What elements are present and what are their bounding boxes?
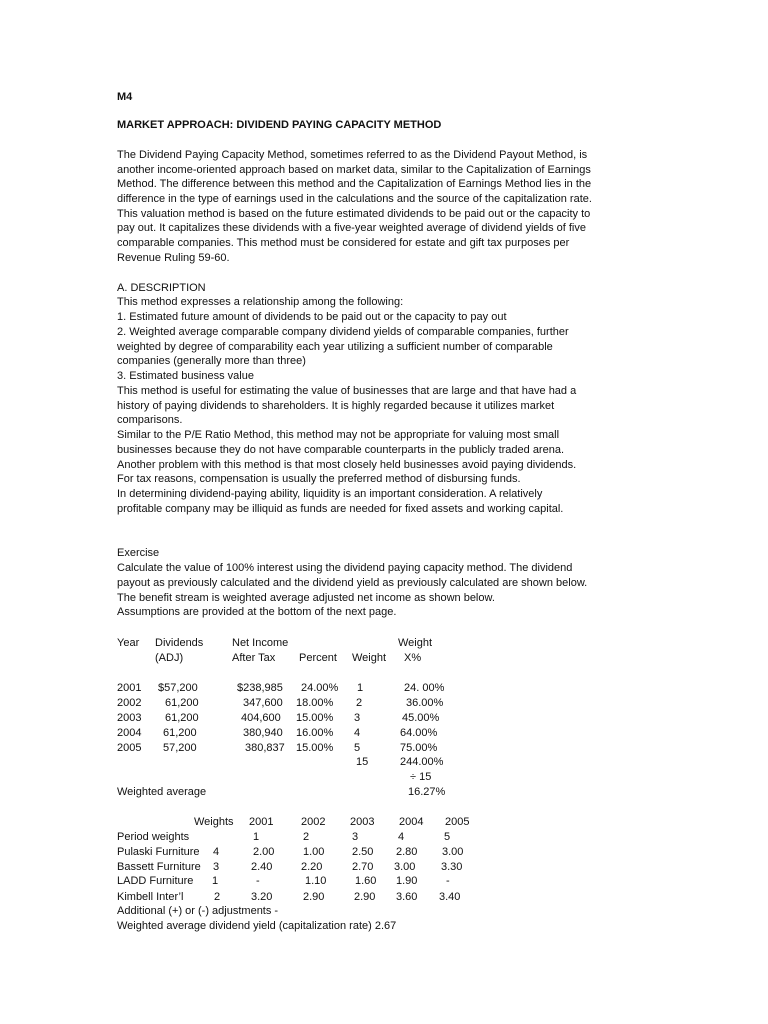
text-line: This method is useful for estimating the value of businesses that are large and that have had a [117, 385, 577, 397]
column-header: Year [117, 637, 140, 649]
weight-cell: 3 [354, 712, 361, 724]
table-cell: 2.00 [253, 846, 275, 858]
text-line: The benefit stream is weighted average adjusted net income as shown below. [117, 592, 495, 604]
table-cell: 2.90 [354, 891, 376, 903]
table-cell: 3.40 [439, 891, 461, 903]
weighted-cell: 75.00% [400, 742, 438, 754]
text-line: payout as previously calculated and the dividend yield as previously calculated are shown below. [117, 577, 588, 589]
weighted-cell: 64.00% [400, 727, 438, 739]
column-header: Net Income [232, 637, 289, 649]
document-title: MARKET APPROACH: DIVIDEND PAYING CAPACITY METHOD [117, 119, 442, 131]
weighted-cell: 24. 00% [404, 682, 445, 694]
column-header: Dividends [155, 637, 204, 649]
percent-cell: 16.00% [296, 727, 334, 739]
company-weight: 1 [212, 875, 219, 887]
company-name: LADD Furniture [117, 875, 194, 887]
company-name: Kimbell Inter’l [117, 891, 184, 903]
column-header: 2003 [350, 816, 375, 828]
text-line: Assumptions are provided at the bottom of the next page. [117, 606, 397, 618]
table-cell: - [446, 875, 450, 887]
column-header: Percent [299, 652, 337, 664]
weight-total: 15 [356, 756, 369, 768]
table-cell: 2.80 [396, 846, 418, 858]
table-cell: 3.00 [394, 861, 416, 873]
year-cell: 2001 [117, 682, 142, 694]
column-header: Weight [398, 637, 433, 649]
dividends-cell: $57,200 [158, 682, 198, 694]
weighted-cell: 36.00% [406, 697, 444, 709]
text-line: businesses because they do not have comparable counterparts in the publicly traded arena. [117, 444, 565, 456]
column-header: Weight [352, 652, 387, 664]
text-line: Calculate the value of 100% interest using the dividend paying capacity method. The dividend [117, 562, 573, 574]
weighted-average-value: 16.27% [408, 786, 446, 798]
table-cell: 2.20 [301, 861, 323, 873]
company-name: Bassett Furniture [117, 861, 201, 873]
weight-cell: 4 [354, 727, 361, 739]
year-cell: 2002 [117, 697, 142, 709]
percent-cell: 15.00% [296, 742, 334, 754]
company-weight: 2 [214, 891, 221, 903]
weighted-total: 244.00% [400, 756, 444, 768]
table-cell: 2.50 [352, 846, 374, 858]
company-weight: 3 [213, 861, 220, 873]
text-line: The Dividend Paying Capacity Method, sometimes referred to as the Dividend Payout Method, is [117, 149, 588, 161]
text-line: pay out. It capitalizes these dividends with a five-year weighted average of dividend yields of five [117, 222, 586, 234]
text-line: 1. Estimated future amount of dividends to be paid out or the capacity to pay out [117, 311, 507, 323]
table-cell: 1.60 [355, 875, 377, 887]
year-cell: 2004 [117, 727, 142, 739]
text-line: This method expresses a relationship among the following: [117, 296, 404, 308]
text-line: comparable companies. This method must be considered for estate and gift tax purposes per [117, 237, 570, 249]
table-cell: 1 [253, 831, 260, 843]
table-cell: 1.10 [305, 875, 327, 887]
table-cell: 1.90 [396, 875, 418, 887]
weight-cell: 5 [354, 742, 361, 754]
net-income-cell: 404,600 [241, 712, 281, 724]
text-line: This valuation method is based on the future estimated dividends to be paid out or the capacity to [117, 208, 591, 220]
capitalization-rate-line: Weighted average dividend yield (capitalization rate) 2.67 [117, 920, 397, 932]
text-line: difference in the type of earnings used in the calculations and the source of the capitalization rate. [117, 193, 592, 205]
table-cell: 2.70 [352, 861, 374, 873]
year-cell: 2005 [117, 742, 142, 754]
dividends-cell: 61,200 [165, 712, 199, 724]
dividends-cell: 61,200 [165, 697, 199, 709]
section-heading: A. DESCRIPTION [117, 282, 206, 294]
column-header: (ADJ) [155, 652, 184, 664]
divide-by-weights: ÷ 15 [410, 771, 432, 783]
text-line: 2. Weighted average comparable company dividend yields of comparable companies, further [117, 326, 569, 338]
column-header: 2001 [249, 816, 274, 828]
text-line: Revenue Ruling 59-60. [117, 252, 230, 264]
text-line: Similar to the P/E Ratio Method, this method may not be appropriate for valuing most small [117, 429, 560, 441]
adjustments-line: Additional (+) or (-) adjustments - [117, 905, 279, 917]
text-line: Method. The difference between this method and the Capitalization of Earnings Method lies in the [117, 178, 592, 190]
table-cell: 1.00 [303, 846, 325, 858]
column-header: X% [404, 652, 422, 664]
table-cell: - [256, 875, 260, 887]
weighted-average-label: Weighted average [117, 786, 207, 798]
column-header: After Tax [232, 652, 276, 664]
text-line: profitable company may be illiquid as funds are needed for fixed assets and working capital. [117, 503, 564, 515]
text-line: companies (generally more than three) [117, 355, 306, 367]
text-line: In determining dividend-paying ability, liquidity is an important consideration. A relatively [117, 488, 543, 500]
weight-cell: 1 [357, 682, 364, 694]
column-header: 2002 [301, 816, 326, 828]
weight-cell: 2 [356, 697, 363, 709]
weighted-cell: 45.00% [402, 712, 440, 724]
column-header: Weights [194, 816, 234, 828]
percent-cell: 18.00% [296, 697, 334, 709]
table-cell: 4 [398, 831, 405, 843]
company-weight: 4 [213, 846, 220, 858]
net-income-cell: 380,837 [245, 742, 285, 754]
net-income-cell: $238,985 [237, 682, 283, 694]
text-line: comparisons. [117, 414, 183, 426]
table-cell: 3.20 [251, 891, 273, 903]
dividends-cell: 61,200 [163, 727, 197, 739]
section-heading: Exercise [117, 547, 160, 559]
table-cell: 3.30 [441, 861, 463, 873]
column-header: 2005 [445, 816, 470, 828]
text-line: another income-oriented approach based on market data, similar to the Capitalization of Earnings [117, 164, 591, 176]
dividends-cell: 57,200 [163, 742, 197, 754]
text-line: Another problem with this method is that most closely held businesses avoid paying dividends. [117, 459, 577, 471]
table-cell: 2.40 [251, 861, 273, 873]
column-header: 2004 [399, 816, 424, 828]
text-line: 3. Estimated business value [117, 370, 254, 382]
percent-cell: 24.00% [301, 682, 339, 694]
net-income-cell: 347,600 [243, 697, 283, 709]
text-line: For tax reasons, compensation is usually the preferred method of disbursing funds. [117, 473, 521, 485]
row-label: Period weights [117, 831, 190, 843]
table-cell: 2 [303, 831, 310, 843]
table-cell: 3.60 [396, 891, 418, 903]
net-income-cell: 380,940 [243, 727, 283, 739]
document-code: M4 [117, 91, 133, 103]
table-cell: 2.90 [303, 891, 325, 903]
text-line: history of paying dividends to shareholders. It is highly regarded because it utilizes market [117, 400, 555, 412]
percent-cell: 15.00% [296, 712, 334, 724]
year-cell: 2003 [117, 712, 142, 724]
company-name: Pulaski Furniture [117, 846, 200, 858]
table-cell: 3 [352, 831, 359, 843]
text-line: weighted by degree of comparability each year utilizing a sufficient number of comparable [117, 341, 553, 353]
table-cell: 3.00 [442, 846, 464, 858]
table-cell: 5 [444, 831, 451, 843]
